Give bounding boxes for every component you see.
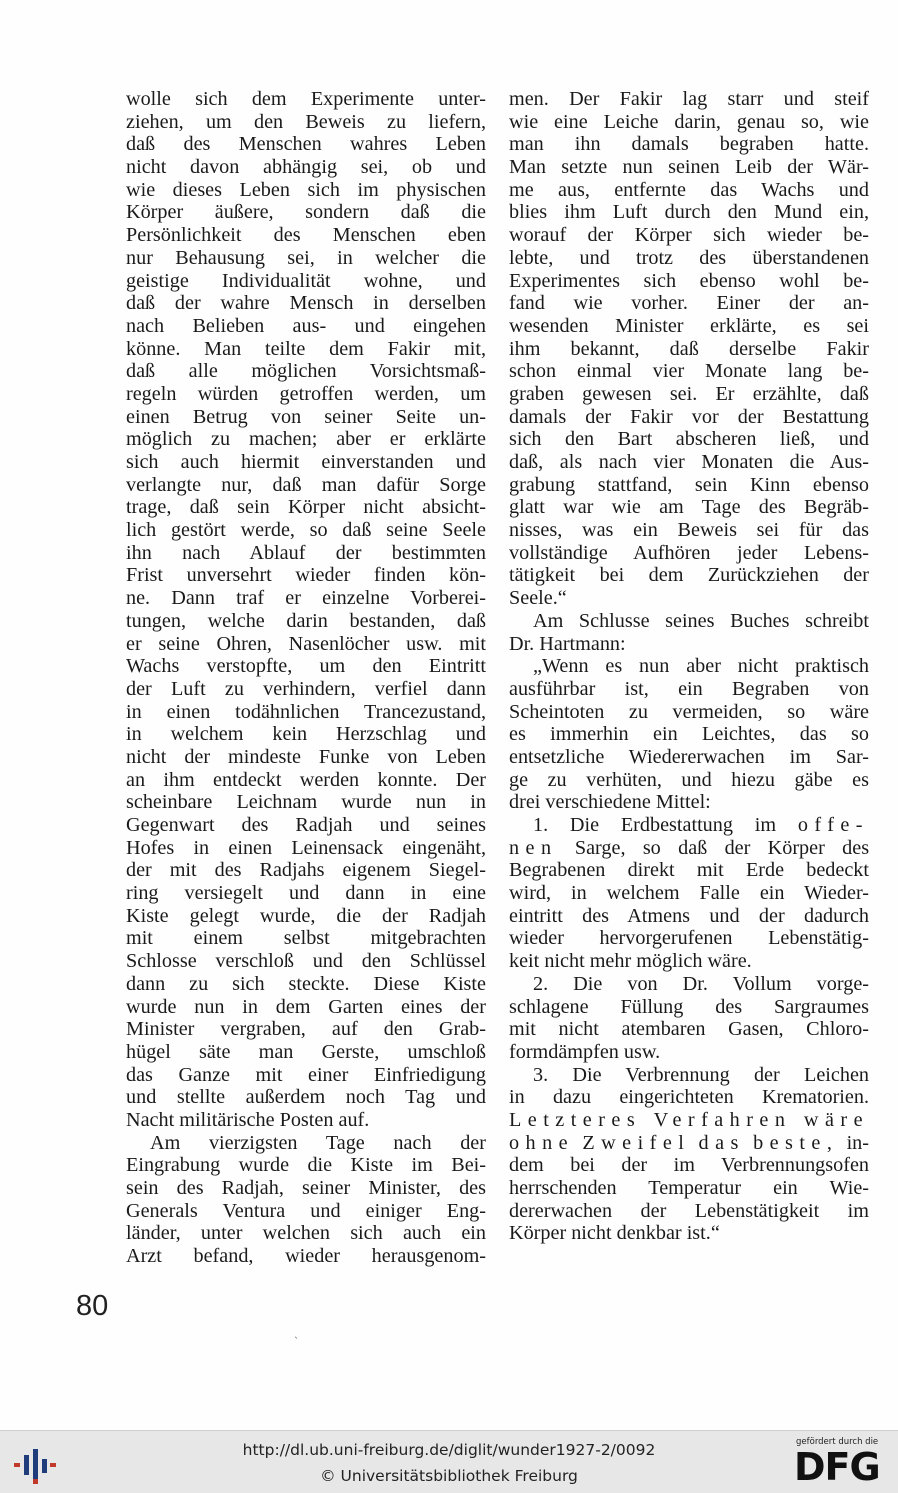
right-column-line: blies ihm Luft durch den Mund ein,: [509, 201, 869, 224]
right-column-line: vollständige Aufhören jeder Lebens-: [509, 541, 869, 564]
left-column-line: hügel säte man Gerste, umschloß: [126, 1040, 486, 1063]
right-column-line: tätigkeit bei dem Zurückziehen der: [509, 564, 869, 587]
left-column-line: ne. Dann traf er einzelne Vorberei-: [126, 587, 486, 610]
left-column-line: verlangte nur, daß man dafür Sorge: [126, 473, 486, 496]
left-column-line: geistige Individualität wohne, und: [126, 269, 486, 292]
left-column-line: wolle sich dem Experimente unter-: [126, 88, 486, 110]
copyright-text: © Universitätsbibliothek Freiburg: [320, 1467, 578, 1485]
right-column-line: glatt war wie am Tage des Begräb-: [509, 496, 869, 519]
right-column-line: 1. Die Erdbestattung im offe-: [533, 814, 869, 836]
left-column-line: Wachs verstopfte, um den Eintritt: [126, 655, 486, 678]
right-column-line: daß, als nach vier Monaten die Aus-: [509, 451, 869, 473]
left-column-line: Nacht militärische Posten auf.: [126, 1108, 370, 1131]
left-column-line: daß des Menschen wahres Leben: [126, 133, 486, 156]
left-column-line: nicht der mindeste Funke von Leben: [126, 745, 486, 768]
right-column-line: Experimentes sich ebenso wohl be-: [509, 269, 869, 292]
left-column-line: Generals Ventura und einiger Eng-: [126, 1199, 486, 1222]
right-column-line: man ihn damals begraben hatte.: [509, 133, 869, 156]
text-column-left: [126, 88, 486, 1268]
left-column-line: in einen todähnlichen Trancezustand,: [126, 700, 486, 723]
right-column-line: Seele.“: [509, 587, 567, 610]
left-column-line: ziehen, um den Beweis zu liefern,: [126, 110, 486, 133]
right-column-line: men. Der Fakir lag starr und steif: [509, 88, 869, 110]
right-column-line: ausführbar ist, ein Begraben von: [509, 677, 869, 700]
page-number: 80: [76, 1290, 109, 1322]
left-column-line: einen Betrug von seiner Seite un-: [126, 405, 486, 428]
left-column-line: in welchem kein Herzschlag und: [126, 723, 486, 746]
left-column-line: daß der wahre Mensch in derselben: [126, 292, 486, 315]
left-column-line: scheinbare Leichnam wurde nun in: [126, 791, 486, 814]
dfg-logo: DFG: [794, 1445, 880, 1489]
right-column-line: keit nicht mehr möglich wäre.: [509, 950, 752, 973]
right-column-line: damals der Fakir vor der Bestattung: [509, 405, 869, 428]
right-column-line: grabung stattfand, sein Kinn ebenso: [509, 473, 869, 496]
source-url-link[interactable]: http://dl.ub.uni-freiburg.de/diglit/wunder1927-2/0092: [242, 1441, 656, 1459]
viewer-footer: [0, 1430, 898, 1493]
right-column-line: me aus, entfernte das Wachs und: [509, 178, 869, 201]
right-column-line: Begrabenen direkt mit Erde bedeckt: [509, 859, 869, 882]
right-column-line: dererwachen der Lebenstätigkeit im: [509, 1199, 869, 1222]
right-column-line: ohne Zweifel das beste, in-: [509, 1131, 870, 1154]
right-column-line: Scheintoten zu vermeiden, so wäre: [509, 700, 869, 723]
right-column-line: Dr. Hartmann:: [509, 632, 626, 655]
left-column-line: Arzt befand, wieder herausgenom-: [126, 1245, 486, 1268]
right-column-line: nisses, was ein Beweis sei für das: [509, 519, 869, 542]
left-column-line: Schlosse verschloß und den Schlüssel: [126, 950, 486, 973]
left-column-line: Frist unversehrt wieder finden kön-: [126, 564, 486, 587]
left-column-line: an ihm entdeckt werden konnte. Der: [126, 768, 486, 791]
right-column-line: es immerhin ein Leichtes, das so: [509, 723, 869, 746]
right-column-line: schlagene Füllung des Sargraumes: [509, 995, 869, 1018]
funding-note: gefördert durch die: [796, 1437, 879, 1447]
left-column-line: Kiste gelegt wurde, die der Radjah: [126, 904, 486, 927]
left-column-line: er seine Ohren, Nasenlöcher usw. mit: [126, 632, 486, 655]
left-column-line: mit einem selbst mitgebrachten: [126, 927, 486, 950]
right-column-line: herrschenden Temperatur ein Wie-: [509, 1177, 869, 1199]
right-column-line: Körper nicht denkbar ist.“: [509, 1222, 720, 1245]
right-column-line: sich den Bart abscheren ließ, und: [509, 428, 869, 451]
right-column-line: entsetzliche Wiedererwachen im Sar-: [509, 745, 869, 768]
left-column-line: länder, unter welchen sich auch ein: [126, 1222, 486, 1245]
right-column-line: wie eine Leiche darin, genau so, wie: [509, 110, 869, 133]
right-column-line: nen Sarge, so daß der Körper des: [509, 836, 870, 859]
left-column-line: Am vierzigsten Tage nach der: [150, 1131, 486, 1154]
right-column-line: ge zu verhüten, und hiezu gäbe es: [509, 768, 869, 791]
left-column-line: sich auch hiermit einverstanden und: [126, 451, 486, 473]
left-column-line: und stellte außerdem noch Tag und: [126, 1086, 486, 1109]
right-column-line: 3. Die Verbrennung der Leichen: [533, 1063, 869, 1086]
right-column-line: schon einmal vier Monate lang be-: [509, 360, 869, 383]
right-column-line: Am Schlusse seines Buches schreibt: [533, 609, 869, 632]
left-column-line: sein des Radjah, seiner Minister, des: [126, 1177, 486, 1199]
right-column-line: in dazu eingerichteten Krematorien.: [509, 1086, 869, 1109]
right-column-line: fand wie vorher. Einer der an-: [509, 292, 869, 315]
left-column-line: nach Belieben aus- und eingehen: [126, 314, 486, 337]
left-column-line: möglich zu machen; aber er erklärte: [126, 428, 486, 451]
left-column-line: das Ganze mit einer Einfriedigung: [126, 1063, 486, 1086]
left-column-line: Eingrabung wurde die Kiste im Bei-: [126, 1154, 486, 1177]
right-column-line: 2. Die von Dr. Vollum vorge-: [533, 972, 869, 995]
left-column-line: der mit des Radjahs eigenem Siegel-: [126, 859, 486, 882]
left-column-line: Körper äußere, sondern daß die: [126, 201, 486, 224]
left-column-line: ring versiegelt und dann in eine: [126, 882, 486, 905]
right-column-line: formdämpfen usw.: [509, 1040, 661, 1063]
right-column-line: worauf der Körper sich wieder be-: [509, 224, 869, 247]
right-column-line: Letzteres Verfahren wäre: [509, 1108, 869, 1131]
right-column-line: Man setzte nun seinen Leib der Wär-: [509, 156, 869, 179]
right-column-line: lebte, und trotz des überstandenen: [509, 246, 869, 269]
left-column-line: wie dieses Leben sich im physischen: [126, 178, 486, 201]
left-column-line: Gegenwart des Radjah und seines: [126, 814, 486, 836]
left-column-line: könne. Man teilte dem Fakir mit,: [126, 337, 486, 360]
right-column-line: drei verschiedene Mittel:: [509, 791, 711, 814]
right-column-line: ihm bekannt, daß derselbe Fakir: [509, 337, 869, 360]
right-column-line: eintritt des Atmens und der dadurch: [509, 904, 869, 927]
text-column-right: [509, 88, 869, 1245]
left-column-line: tungen, welche darin bestanden, daß: [126, 609, 486, 632]
right-column-line: graben gewesen sei. Er erzählte, daß: [509, 382, 869, 405]
left-column-line: daß alle möglichen Vorsichtsmaß-: [126, 360, 486, 383]
left-column-line: regeln würden getroffen werden, um: [126, 382, 486, 405]
left-column-line: ihn nach Ablauf der bestimmten: [126, 541, 486, 564]
left-column-line: lich gestört werde, so daß seine Seele: [126, 519, 486, 542]
left-column-line: Persönlichkeit des Menschen eben: [126, 224, 486, 247]
left-column-line: dann zu sich steckte. Diese Kiste: [126, 972, 486, 995]
right-column-line: wird, in welchem Falle ein Wieder-: [509, 882, 869, 905]
left-column-line: wurde nun in dem Garten eines der: [126, 995, 486, 1018]
left-column-line: nur Behausung sei, in welcher die: [126, 246, 486, 269]
scan-mark: ˎ: [294, 1328, 299, 1339]
left-column-line: nicht davon abhängig sei, ob und: [126, 156, 486, 179]
left-column-line: Hofes in einen Leinensack eingenäht,: [126, 836, 486, 859]
left-column-line: der Luft zu verhindern, verfiel dann: [126, 677, 486, 700]
left-column-line: Minister vergraben, auf den Grab-: [126, 1018, 486, 1041]
left-column-line: trage, daß sein Körper nicht absicht-: [126, 496, 486, 519]
right-column-line: wieder hervorgerufenen Lebenstätig-: [509, 927, 869, 950]
right-column-line: dem bei der im Verbrennungsofen: [509, 1154, 869, 1177]
right-column-line: „Wenn es nun aber nicht praktisch: [533, 655, 869, 678]
right-column-line: mit nicht atembaren Gasen, Chloro-: [509, 1018, 869, 1041]
right-column-line: wesenden Minister erklärte, es sei: [509, 314, 869, 337]
